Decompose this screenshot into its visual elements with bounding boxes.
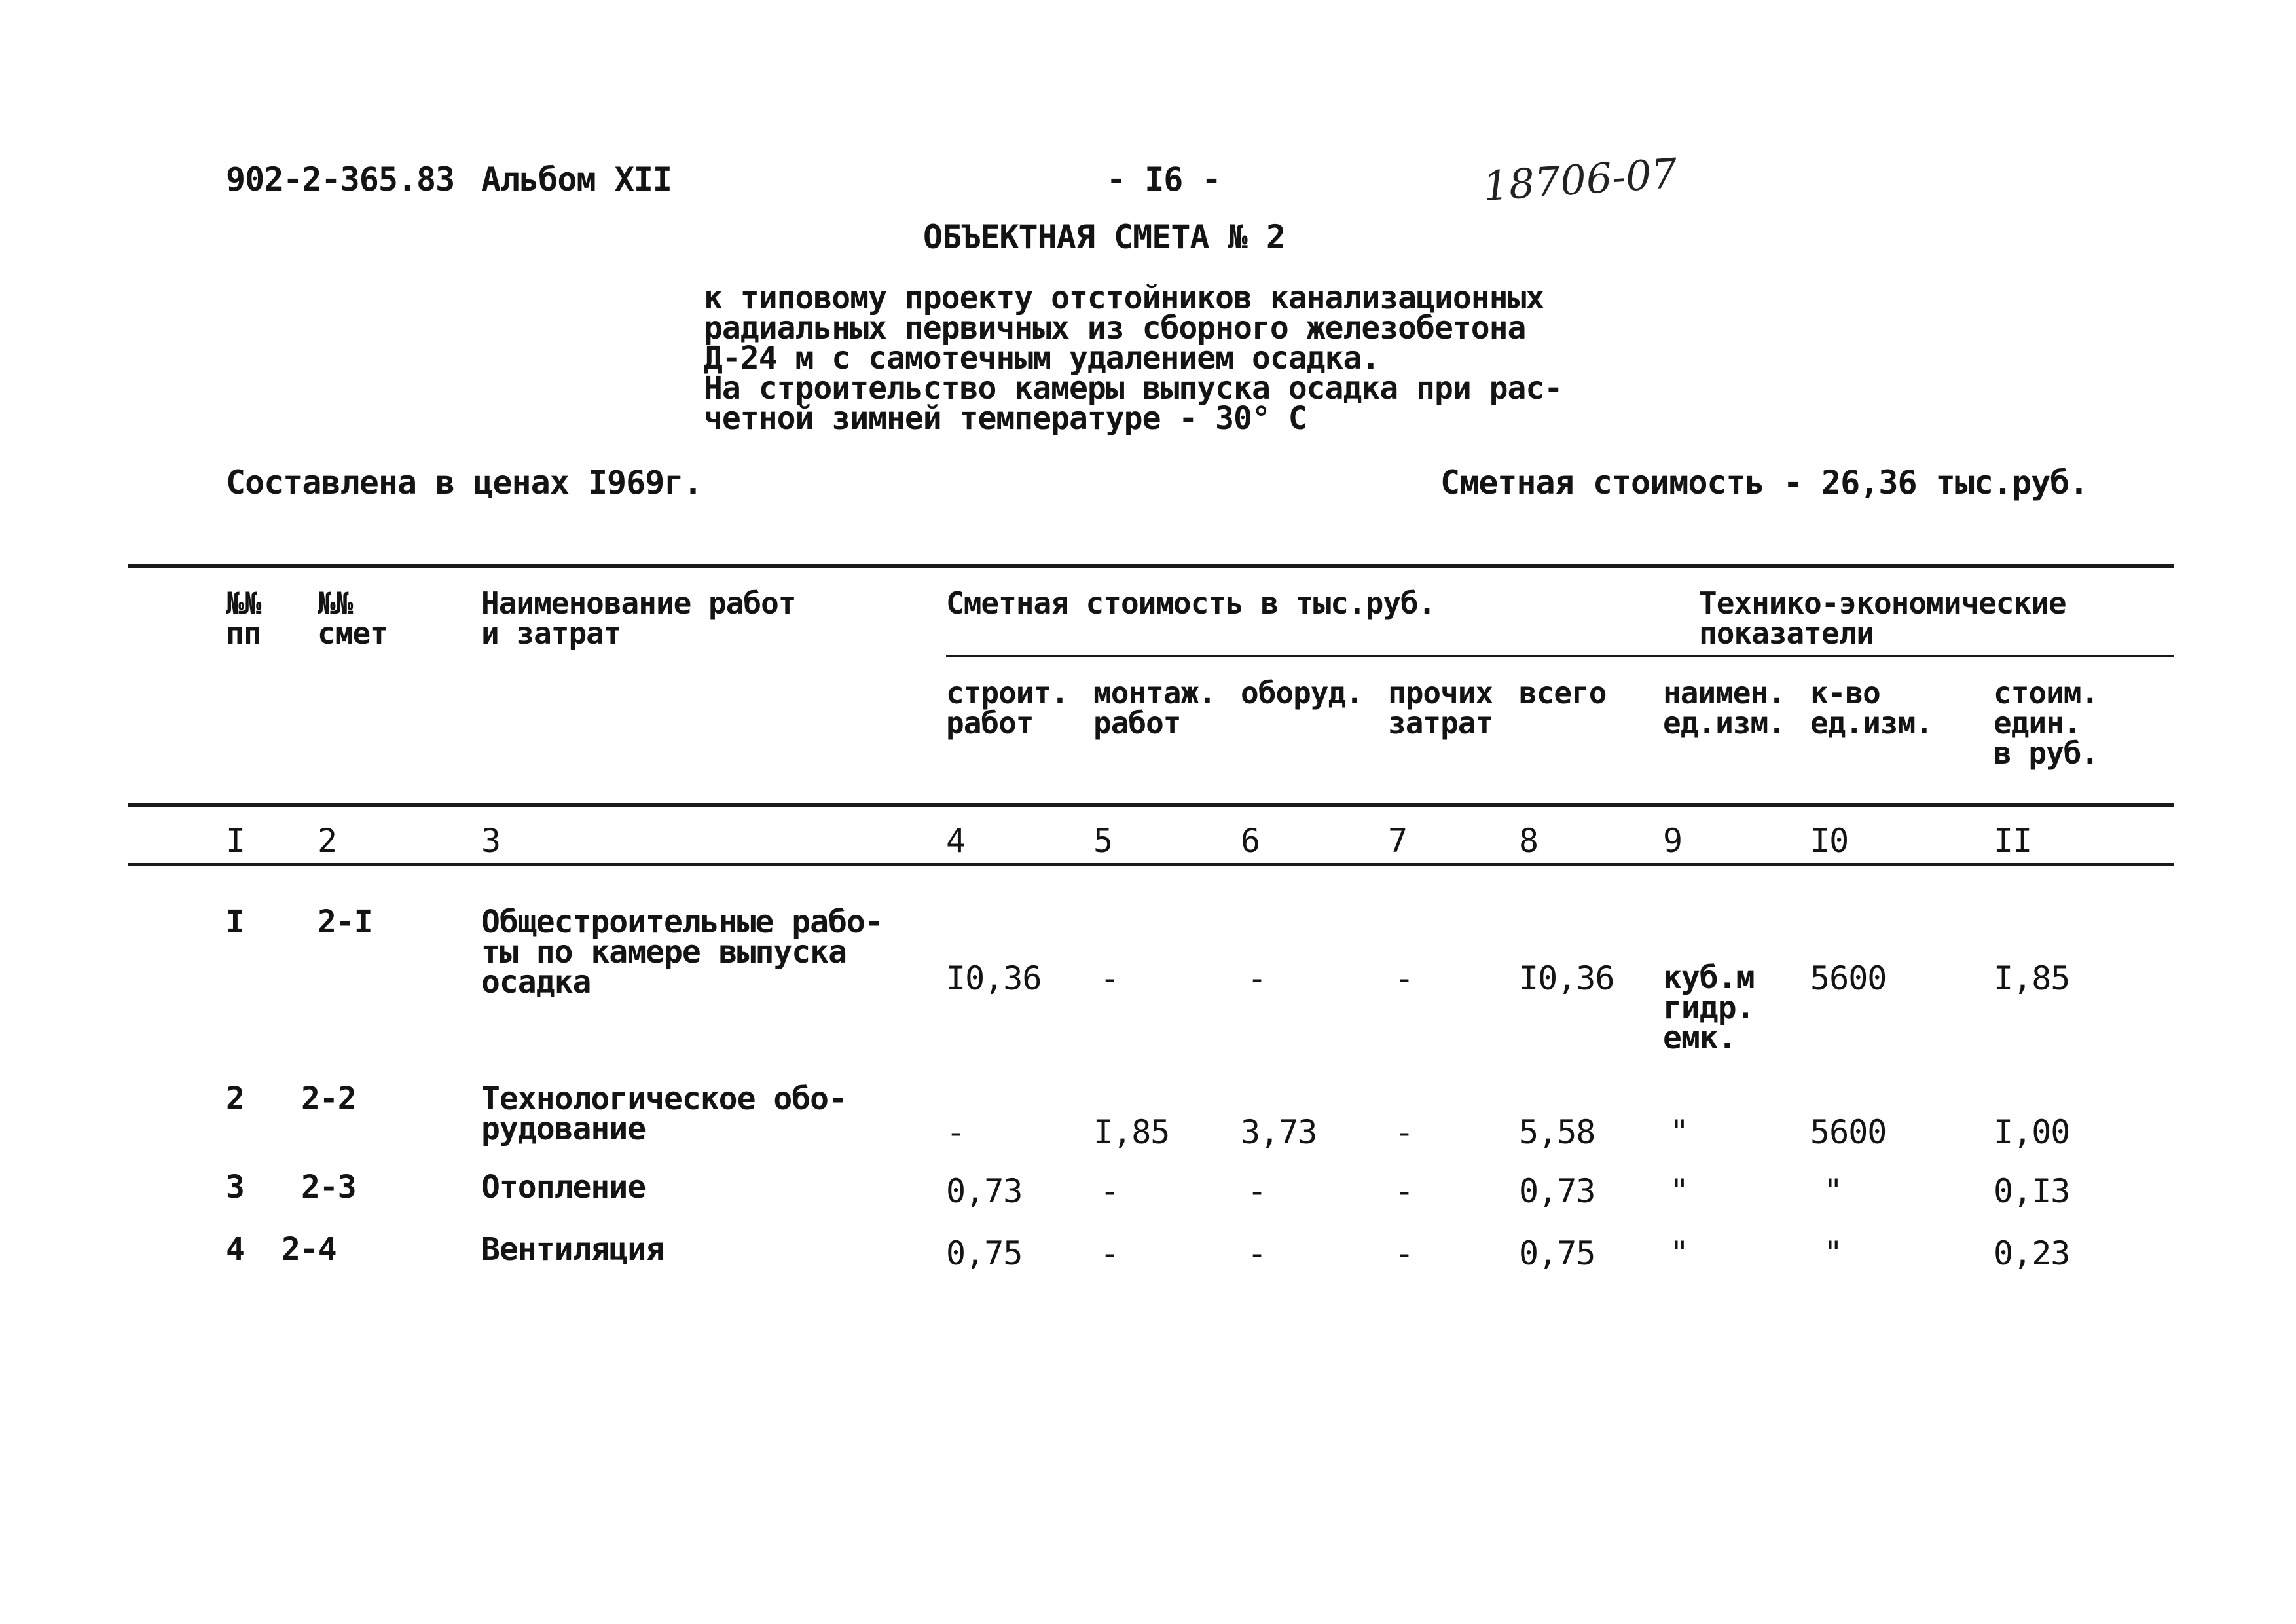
album-label: Альбом XII xyxy=(481,160,672,198)
cell-other: - xyxy=(1394,1113,1414,1151)
cell-equip: - xyxy=(1247,1234,1267,1272)
col-number: 6 xyxy=(1241,822,1260,860)
cell-unit: " xyxy=(1669,1113,1689,1151)
cell-unit-cost: 0,23 xyxy=(1994,1234,2070,1272)
page-title: ОБЪЕКТНАЯ СМЕТА № 2 xyxy=(923,218,1285,256)
cell-unit-cost: I,00 xyxy=(1994,1113,2070,1151)
cell-pp: 4 xyxy=(226,1231,244,1268)
col-numbers-rule xyxy=(128,863,2174,866)
cell-total: I0,36 xyxy=(1519,959,1614,997)
header-tech-group: Технико-экономические показатели xyxy=(1699,585,2066,651)
col-number: 4 xyxy=(946,822,966,860)
cell-unit: " xyxy=(1669,1234,1689,1272)
cell-qty: 5600 xyxy=(1810,959,1887,997)
header-bottom-rule xyxy=(128,803,2174,807)
subtitle-line: радиальных первичных из сборного железобетона xyxy=(704,310,1526,346)
cell-other: - xyxy=(1394,959,1414,997)
cell-pp: I xyxy=(226,904,244,940)
cell-total: 5,58 xyxy=(1519,1113,1595,1151)
cell-qty: 5600 xyxy=(1810,1113,1887,1151)
col-number: 9 xyxy=(1663,822,1683,860)
header-col-unit: наимен. ед.изм. xyxy=(1663,675,1785,741)
cell-qty: " xyxy=(1823,1234,1843,1272)
cell-pp: 2 xyxy=(226,1080,244,1117)
header-col-mount: монтаж. работ xyxy=(1093,675,1216,741)
col-number: 2 xyxy=(318,822,337,860)
cell-equip: - xyxy=(1247,959,1267,997)
subtitle-line: Д-24 м с самотечным удалением осадка. xyxy=(704,340,1380,377)
cell-unit-cost: 0,I3 xyxy=(1994,1172,2070,1210)
col-number: I0 xyxy=(1810,822,1849,860)
cell-total: 0,75 xyxy=(1519,1234,1595,1272)
col-number: 8 xyxy=(1519,822,1539,860)
cell-equip: - xyxy=(1247,1172,1267,1210)
subtitle-line: четной зимней температуре - 30° С xyxy=(704,400,1307,437)
header-col-name: Наименование работ и затрат xyxy=(481,585,796,651)
table-top-rule xyxy=(128,564,2174,568)
cell-equip: 3,73 xyxy=(1241,1113,1317,1151)
handwritten-number: 18706-07 xyxy=(1481,149,1679,211)
header-cost-group: Сметная стоимость в тыс.руб. xyxy=(946,585,1436,621)
header-col-total: всего xyxy=(1519,675,1607,710)
cell-build: - xyxy=(946,1113,966,1151)
prices-note: Составлена в ценах I969г. xyxy=(226,464,702,502)
page-number: - I6 - xyxy=(1106,160,1221,198)
col-number: 5 xyxy=(1093,822,1113,860)
cell-unit: куб.м гидр. емк. xyxy=(1663,959,1755,1056)
cell-unit-cost: I,85 xyxy=(1994,959,2070,997)
cell-build: 0,75 xyxy=(946,1234,1023,1272)
header-col-unit-cost: стоим. един. в руб. xyxy=(1994,675,2099,771)
document-code: 902-2-365.83 xyxy=(226,160,455,198)
total-cost: Сметная стоимость - 26,36 тыс.руб. xyxy=(1440,464,2088,502)
subtitle-line: к типовому проекту отстойников канализационных xyxy=(704,280,1544,316)
cell-mount: - xyxy=(1100,1234,1120,1272)
cell-qty: " xyxy=(1823,1172,1843,1210)
cell-smeta: 2-I xyxy=(318,904,373,940)
col-number: 7 xyxy=(1388,822,1408,860)
cell-mount: - xyxy=(1100,1172,1120,1210)
cell-smeta: 2-2 xyxy=(301,1080,356,1117)
cell-name: Вентиляция xyxy=(481,1231,664,1268)
cell-pp: 3 xyxy=(226,1169,244,1206)
cell-name: Технологическое обо- рудование xyxy=(481,1080,847,1147)
cell-build: I0,36 xyxy=(946,959,1042,997)
header-col-other: прочих затрат xyxy=(1388,675,1493,741)
cell-total: 0,73 xyxy=(1519,1172,1595,1210)
col-number: II xyxy=(1994,822,2032,860)
subtitle-line: На строительство камеры выпуска осадка при рас- xyxy=(704,370,1563,407)
header-col-smeta: №№ смет xyxy=(318,585,388,651)
cell-smeta: 2-3 xyxy=(301,1169,356,1206)
cell-build: 0,73 xyxy=(946,1172,1023,1210)
cell-unit: " xyxy=(1669,1172,1689,1210)
subheader-rule xyxy=(946,655,2174,657)
cell-smeta: 2-4 xyxy=(282,1231,337,1268)
cell-name: Отопление xyxy=(481,1169,646,1206)
header-col-qty: к-во ед.изм. xyxy=(1810,675,1933,741)
subtitle-block xyxy=(704,280,1563,437)
cell-other: - xyxy=(1394,1234,1414,1272)
cell-mount: - xyxy=(1100,959,1120,997)
header-col-pp: №№ пп xyxy=(226,585,261,651)
cell-other: - xyxy=(1394,1172,1414,1210)
cell-mount: I,85 xyxy=(1093,1113,1170,1151)
cell-name: Общестроительные рабо- ты по камере выпуска осадка xyxy=(481,904,883,1001)
col-number: I xyxy=(226,822,246,860)
header-col-equip: оборуд. xyxy=(1241,675,1363,710)
header-col-build: строит. работ xyxy=(946,675,1068,741)
col-number: 3 xyxy=(481,822,501,860)
